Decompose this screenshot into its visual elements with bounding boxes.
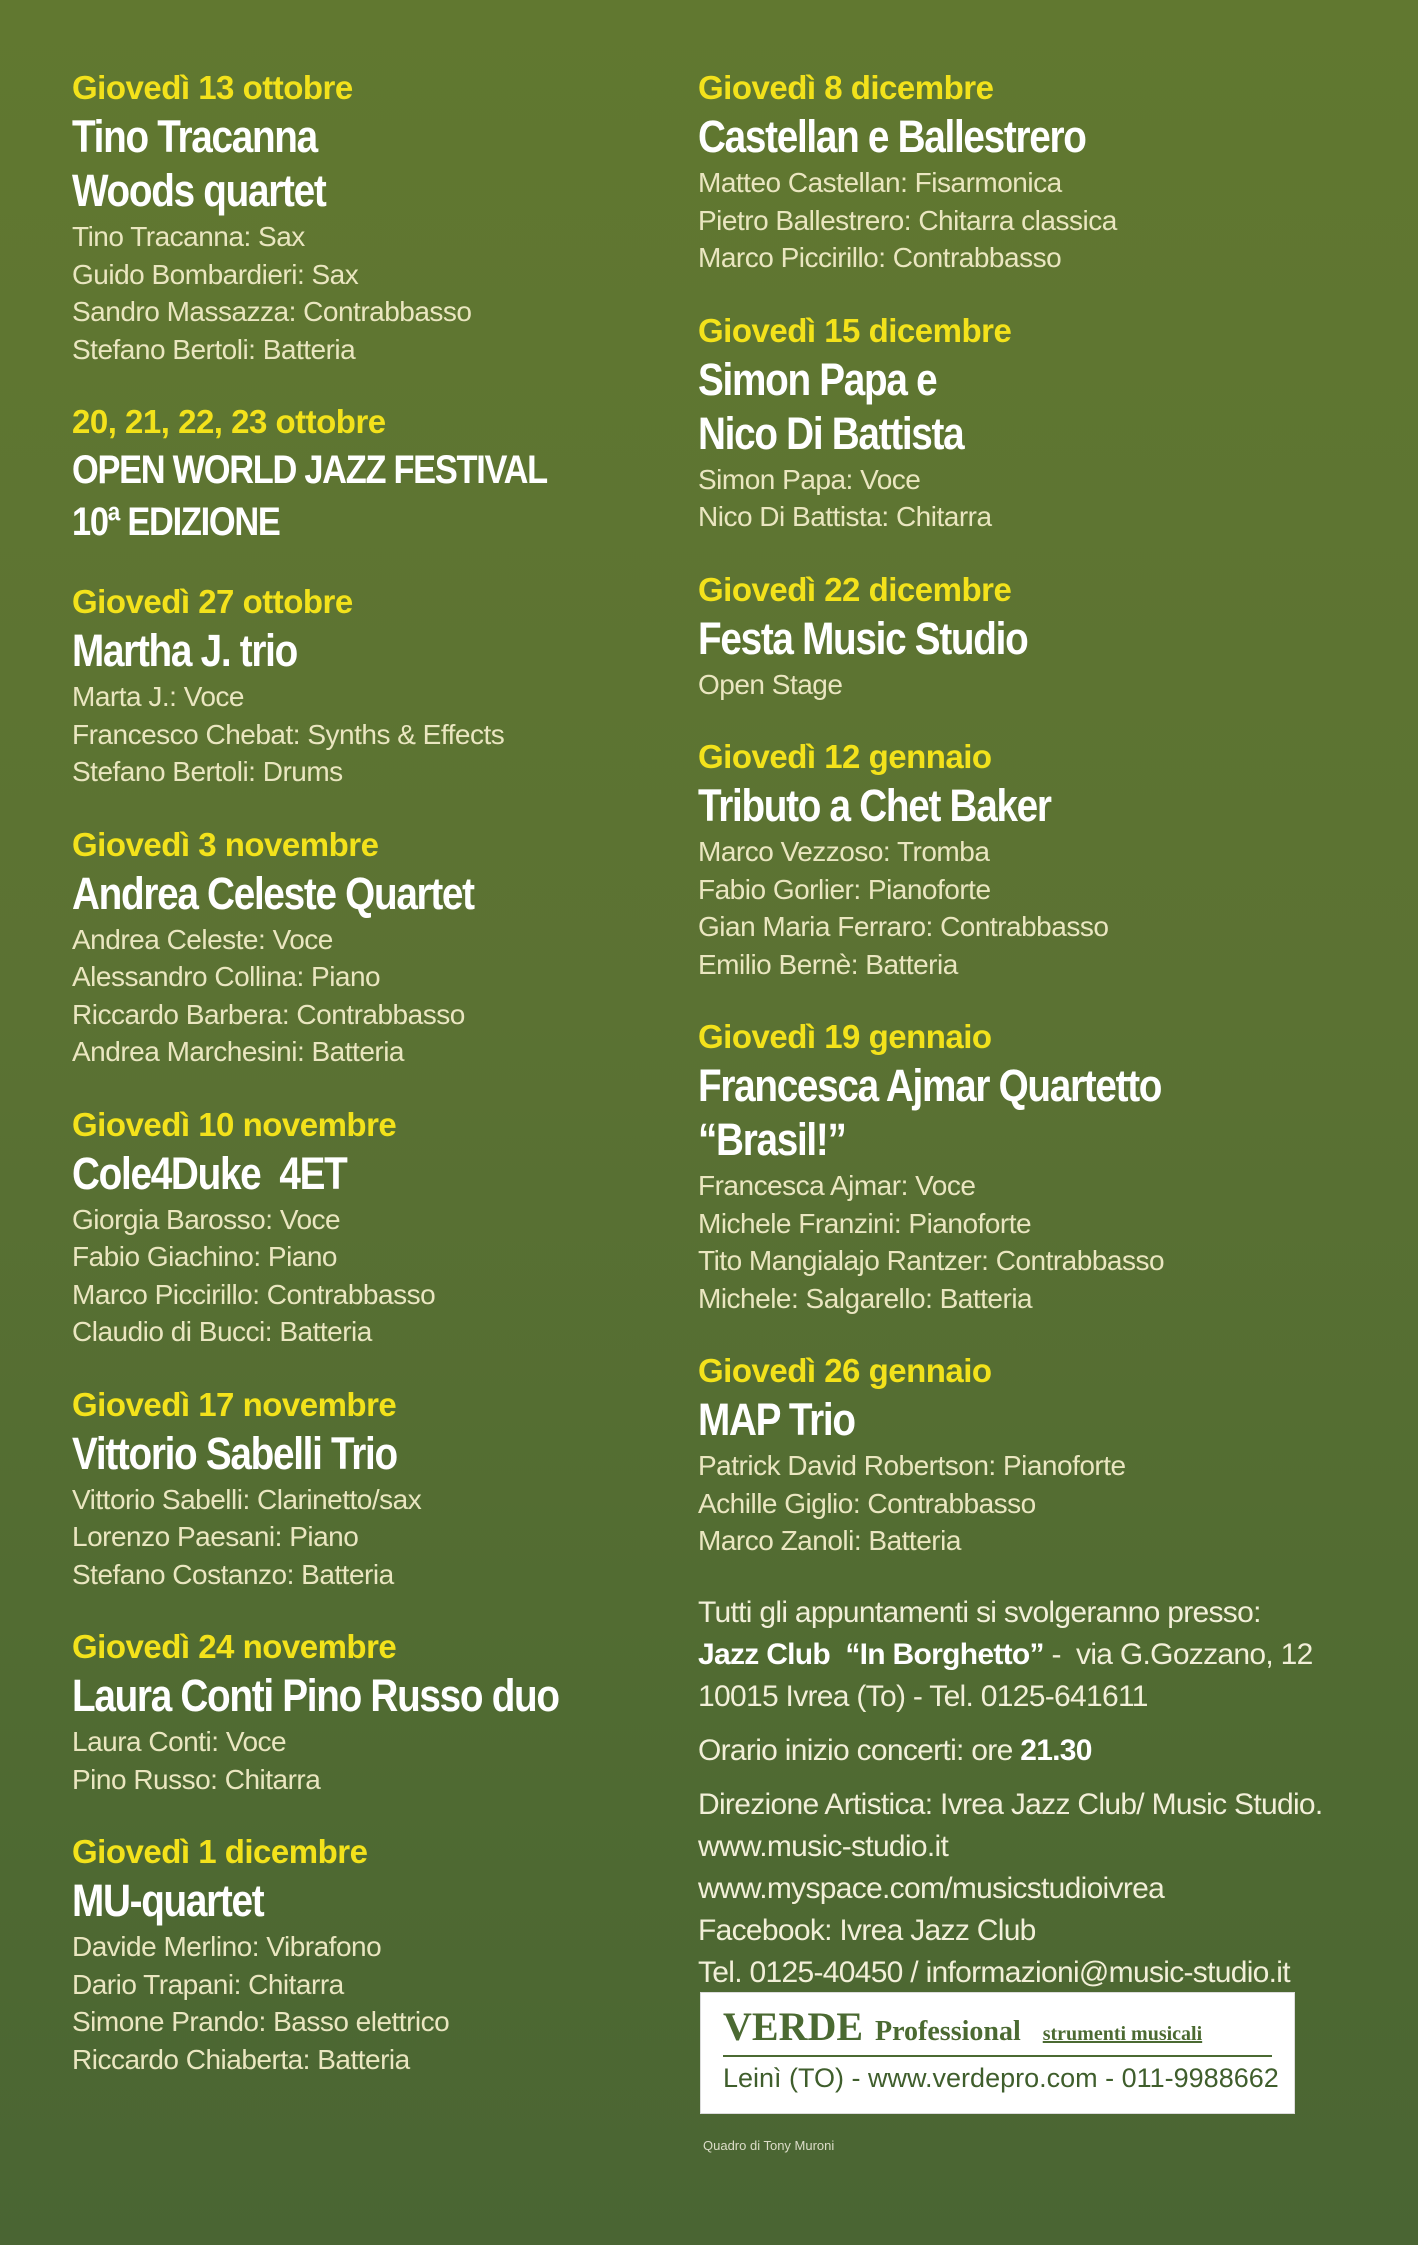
event-date: Giovedì 24 novembre [72, 1628, 397, 1665]
event-title: Tino Tracanna [72, 111, 317, 162]
event-member: Claudio di Bucci: Batteria [72, 1316, 372, 1347]
event-date: Giovedì 10 novembre [72, 1105, 397, 1143]
sponsor-brand-name: VERDE [723, 2004, 864, 2049]
event-item [698, 735, 1378, 983]
event-title: OPEN WORLD JAZZ FESTIVAL [72, 448, 547, 492]
event-member: Tino Tracanna: Sax [72, 221, 305, 252]
right-column [698, 66, 1378, 1994]
event-title: Festa Music Studio [698, 612, 1028, 664]
event-member: Andrea Marchesini: Batteria [72, 1036, 405, 1067]
event-member: Andrea Celeste: Voce [72, 923, 333, 955]
event-member: Simon Papa: Voce [698, 463, 921, 495]
sponsor-banner [700, 1992, 1295, 2114]
event-member: Marco Piccirillo: Contrabbasso [698, 242, 1062, 273]
event-member: Michele Franzini: Pianoforte [698, 1207, 1032, 1239]
artistic-direction: Direzione Artistica: Ivrea Jazz Club/ Music Studio. [698, 1787, 1323, 1821]
concert-time [698, 1730, 1378, 1772]
event-member: Marco Zanoli: Batteria [698, 1525, 961, 1556]
left-column [72, 66, 672, 2110]
time-value: 21.30 [1020, 1733, 1092, 1767]
venue-info [698, 1592, 1378, 1994]
event-member: Open Stage [698, 668, 843, 700]
event-date: Giovedì 8 dicembre [698, 69, 994, 106]
event-member: Fabio Gorlier: Pianoforte [698, 873, 991, 905]
event-member: Lorenzo Paesani: Piano [72, 1521, 359, 1552]
sponsor-brand-sub: Professional [875, 2016, 1021, 2047]
event-member: Sandro Massazza: Contrabbasso [72, 296, 472, 327]
event-member: Riccardo Chiaberta: Batteria [72, 2043, 410, 2075]
event-item [72, 400, 672, 548]
event-date: Giovedì 22 dicembre [698, 570, 1012, 608]
event-title: MU-quartet [72, 1875, 264, 1926]
event-item [698, 309, 1378, 536]
event-date: Giovedì 19 gennaio [698, 1018, 992, 1055]
sponsor-divider [723, 2055, 1272, 2057]
event-member: Matteo Castellan: Fisarmonica [698, 167, 1062, 198]
event-item [698, 568, 1378, 704]
event-date: Giovedì 27 ottobre [72, 583, 353, 620]
event-item [72, 1103, 672, 1351]
event-member: Nico Di Battista: Chitarra [698, 501, 992, 532]
event-title: Cole4Duke 4ET [72, 1147, 347, 1199]
event-member: Francesco Chebat: Synths & Effects [72, 718, 505, 750]
event-member: Tito Mangialajo Rantzer: Contrabbasso [698, 1245, 1165, 1276]
event-title: MAP Trio [698, 1394, 855, 1445]
event-title: Castellan e Ballestrero [698, 111, 1086, 162]
event-item [72, 1625, 672, 1798]
event-member: Pino Russo: Chitarra [72, 1763, 321, 1795]
venue-address: - via G.Gozzano, 12 [1043, 1637, 1313, 1671]
event-title: 10ª EDIZIONE [72, 500, 280, 544]
event-member: Riccardo Barbera: Contrabbasso [72, 998, 465, 1030]
event-member: Michele: Salgarello: Batteria [698, 1282, 1033, 1314]
event-member: Gian Maria Ferraro: Contrabbasso [698, 911, 1109, 942]
event-title: Laura Conti Pino Russo duo [72, 1670, 559, 1721]
event-member: Pietro Ballestrero: Chitarra classica [698, 204, 1117, 236]
event-title: Vittorio Sabelli Trio [72, 1427, 397, 1479]
contact-text: Tel. 0125-40450 / informazioni@music-studio.it [698, 1955, 1290, 1989]
event-date: Giovedì 17 novembre [72, 1385, 397, 1423]
event-title: Andrea Celeste Quartet [72, 867, 474, 919]
event-member: Marco Vezzoso: Tromba [698, 836, 990, 867]
event-date: Giovedì 13 ottobre [72, 69, 353, 106]
event-item [698, 1015, 1378, 1317]
event-member: Emilio Bernè: Batteria [698, 948, 958, 980]
event-member: Achille Giglio: Contrabbasso [698, 1487, 1036, 1519]
event-member: Simone Prando: Basso elettrico [72, 2006, 450, 2037]
event-date: 20, 21, 22, 23 ottobre [72, 403, 386, 440]
sponsor-tagline: strumenti musicali [1042, 2023, 1203, 2045]
event-title: Martha J. trio [72, 625, 297, 676]
event-member: Giorgia Barosso: Voce [72, 1203, 341, 1235]
time-label: Orario inizio concerti: ore [698, 1733, 1021, 1767]
event-item [72, 1830, 672, 2078]
venue-name: Jazz Club “In Borghetto” [698, 1637, 1044, 1671]
sponsor-contact: Leinì (TO) - www.verdepro.com - 011-9988662 [723, 2063, 1279, 2093]
event-title: Woods quartet [72, 165, 326, 216]
venue-city: 10015 Ivrea (To) - Tel. 0125-641611 [698, 1679, 1148, 1713]
event-member: Vittorio Sabelli: Clarinetto/sax [72, 1483, 422, 1515]
event-member: Stefano Bertoli: Batteria [72, 333, 356, 365]
event-member: Patrick David Robertson: Pianoforte [698, 1450, 1126, 1481]
venue-line [698, 1634, 1378, 1676]
event-member: Stefano Bertoli: Drums [72, 756, 343, 787]
event-member: Alessandro Collina: Piano [72, 961, 381, 992]
event-member: Stefano Costanzo: Batteria [72, 1558, 394, 1590]
event-member: Laura Conti: Voce [72, 1726, 287, 1757]
event-member: Marta J.: Voce [72, 681, 244, 712]
event-date: Giovedì 15 dicembre [698, 311, 1012, 349]
sponsor-brand [723, 2003, 1202, 2050]
myspace-link[interactable]: www.myspace.com/musicstudioivrea [698, 1871, 1165, 1905]
event-item [72, 823, 672, 1071]
event-title: “Brasil!” [698, 1114, 846, 1165]
event-member: Dario Trapani: Chitarra [72, 1968, 344, 2000]
event-member: Guido Bombardieri: Sax [72, 258, 359, 290]
venue-intro: Tutti gli appuntamenti si svolgeranno presso: [698, 1595, 1261, 1629]
website-link[interactable]: www.music-studio.it [698, 1829, 949, 1863]
event-item [72, 66, 672, 368]
event-item [698, 66, 1378, 277]
event-date: Giovedì 1 dicembre [72, 1833, 368, 1870]
artwork-credit: Quadro di Tony Muroni [703, 2138, 835, 2153]
event-member: Davide Merlino: Vibrafono [72, 1931, 382, 1962]
event-title: Simon Papa e [698, 353, 937, 405]
event-item [698, 1349, 1378, 1560]
event-title: Francesca Ajmar Quartetto [698, 1060, 1162, 1111]
event-title: Nico Di Battista [698, 407, 964, 459]
event-date: Giovedì 3 novembre [72, 825, 379, 863]
facebook-text: Facebook: Ivrea Jazz Club [698, 1913, 1036, 1947]
event-item [72, 1383, 672, 1594]
event-title: Tributo a Chet Baker [698, 780, 1051, 831]
event-member: Fabio Giachino: Piano [72, 1241, 338, 1272]
event-date: Giovedì 26 gennaio [698, 1352, 992, 1389]
event-member: Marco Piccirillo: Contrabbasso [72, 1278, 436, 1310]
event-date: Giovedì 12 gennaio [698, 738, 992, 775]
event-item [72, 580, 672, 791]
event-member: Francesca Ajmar: Voce [698, 1170, 976, 1201]
